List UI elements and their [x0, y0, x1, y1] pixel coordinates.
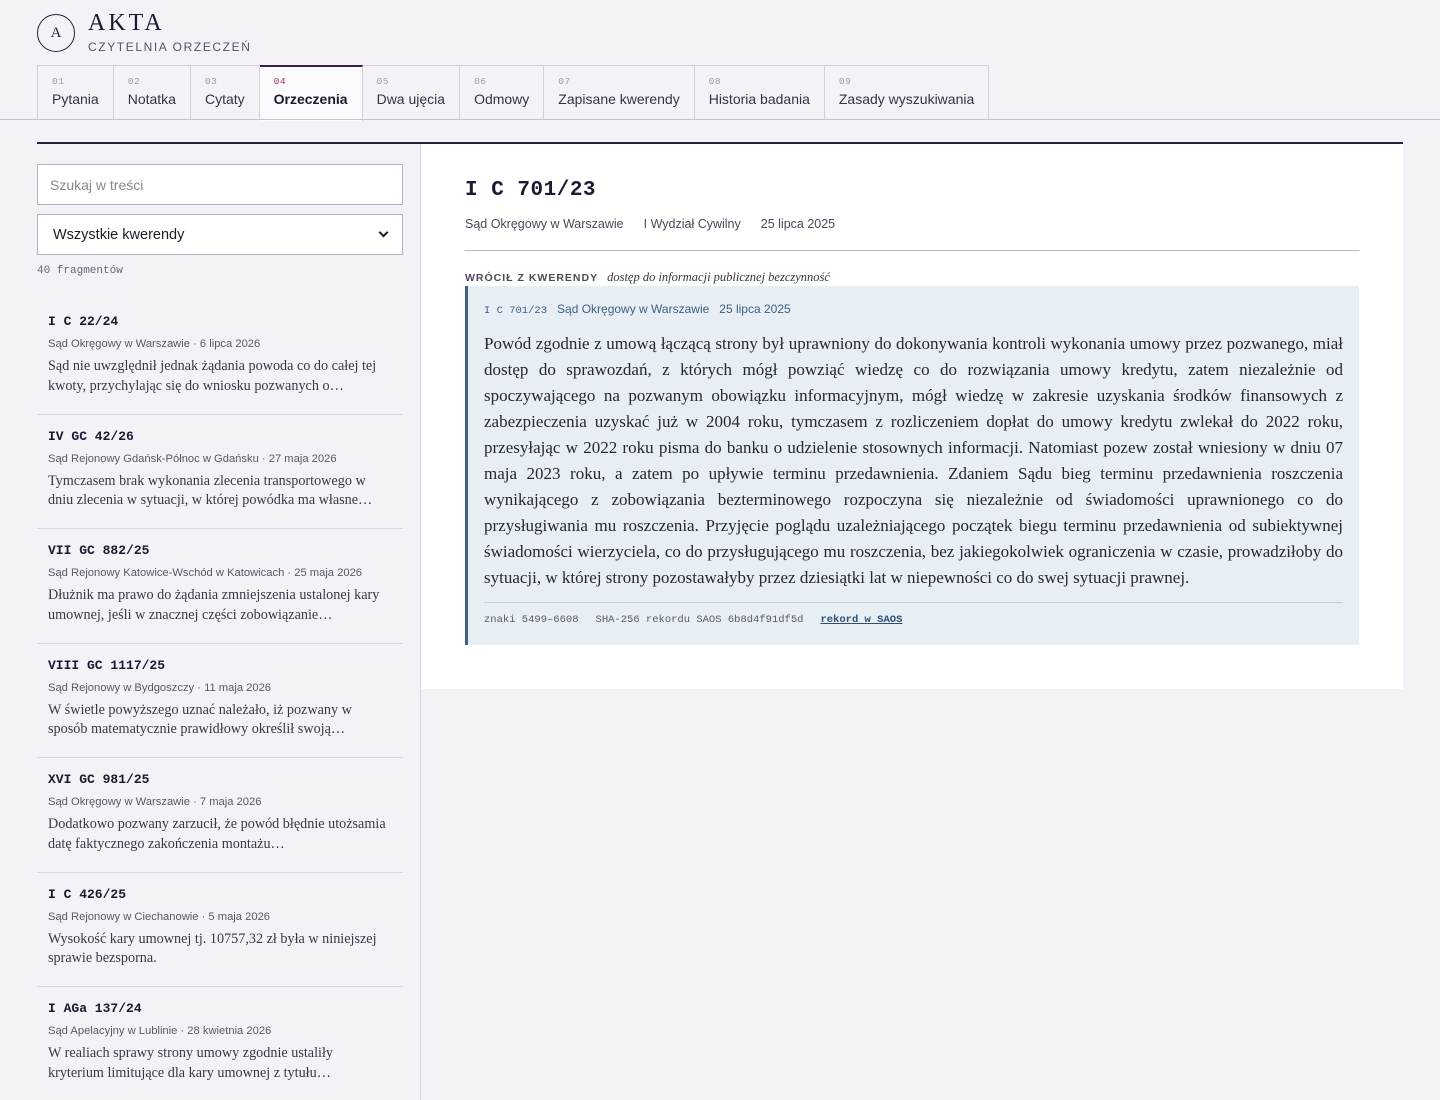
tab-label: Orzeczenia — [273, 91, 348, 107]
fragment-count: 40 fragmentów — [37, 265, 123, 277]
saos-record-link[interactable]: rekord w SAOS — [820, 614, 903, 626]
tab-pytania[interactable] — [37, 65, 114, 120]
judgment-detail — [421, 144, 1403, 689]
tab-number: 05 — [376, 76, 389, 87]
fragment-footer — [484, 602, 1343, 626]
app-logo — [37, 14, 75, 52]
result-item[interactable] — [37, 529, 403, 644]
result-item[interactable] — [37, 987, 403, 1100]
app-title: AKTA — [88, 10, 165, 36]
chevron-down-icon — [379, 228, 389, 238]
tab-number: 07 — [558, 76, 571, 87]
tab-zapisane-kwerendy[interactable] — [544, 65, 694, 120]
tab-number: 08 — [708, 76, 722, 87]
header-divider — [0, 119, 1440, 120]
result-meta: Sąd Rejonowy w Ciechanowie · 5 maja 2026 — [48, 910, 271, 923]
result-signature: VII GC 882/25 — [48, 543, 150, 558]
result-item[interactable] — [37, 873, 403, 988]
judgment-signature: I C 701/23 — [465, 179, 597, 202]
result-signature: I C 426/25 — [48, 886, 127, 902]
query-filter-value: Wszystkie kwerendy — [53, 226, 185, 243]
result-excerpt: W realiach sprawy strony umowy zgodnie ustaliły kryterium limitujące dla kary umownej z tytułu… — [48, 1045, 333, 1081]
result-signature: I C 22/24 — [48, 314, 119, 329]
fragment-court: Sąd Okręgowy w Warszawie — [557, 302, 710, 316]
fragment-hash: SHA-256 rekordu SAOS 6b8d4f91df5d — [595, 614, 804, 626]
fragment-char-range: znaki 5499–6608 — [484, 614, 579, 626]
tab-label: Pytania — [52, 91, 99, 107]
tab-number: 06 — [474, 76, 487, 87]
brand-text — [88, 10, 252, 54]
tab-label: Zapisane kwerendy — [558, 91, 680, 107]
fragment-text: Powód zgodnie z umową łączącą strony był uprawniony do dokonywania kontroli wykonania umowy przez pozwanego, miał dostęp do sprawozdań, z których mógł powziąć wiedzę co do rozwiązania umowy kredytu, zatem niezależnie od spoczywającego na pozwanym obowiązku informacyjnym, mógł wiedzę w zakresie uzyskania środków finansowych z zabezpieczenia uzyskać już w 2004 roku, tymczasem z rozliczeniem dopłat do umowy kredytu zwlekał do 2022 roku, przesyłając w 2022 roku pisma do banku o udzielenie stosownych informacji. Natomiast pozew został wniesiony w dniu 07 maja 2023 roku, a zatem po upływie terminu przedawnienia. Zdaniem Sądu bieg terminu przedawnienia roszczenia wynikającego z zobowiązania bezterminowego rozpoczyna się niezależnie od świadomości uprawnionego co do przysługiwania mu roszczenia. Przyjęcie poglądu uzależniającego początek biegu terminu przedawnienia od subiektywnej świadomości wierzyciela, co do przysługującego mu roszczenia, bez jakiegokolwiek ograniczenia w czasie, prowadziłoby do sytuacji, w której strony pozostawałyby przez dziesiątki lat w niepewności co do swej sytuacji prawnej. — [484, 334, 1343, 587]
result-signature: I AGa 137/24 — [48, 1001, 142, 1016]
tab-notatka[interactable] — [114, 65, 191, 120]
result-excerpt: Dłużnik ma prawo do żądania zmniejszenia ustalonej kary umownej, jeśli w znacznej części zobowiązanie… — [48, 587, 380, 623]
fragment-date: 25 lipca 2025 — [719, 302, 791, 316]
tab-number: 03 — [204, 76, 218, 87]
tab-bar — [37, 65, 989, 120]
result-item[interactable] — [37, 415, 403, 530]
tab-number: 01 — [52, 76, 65, 87]
returned-label: WRÓCIŁ Z KWERENDY — [465, 272, 599, 284]
result-excerpt: W świetle powyższego uznać należało, iż pozwany w sposób matematycznie prawidłowy określił swoją… — [48, 701, 352, 737]
results-list — [37, 300, 403, 1100]
tab-label: Cytaty — [204, 91, 245, 107]
result-meta: Sąd Rejonowy Katowice-Wschód w Katowicach · 25 maja 2026 — [48, 567, 363, 579]
fragment-header — [484, 302, 1343, 317]
result-meta: Sąd Okręgowy w Warszawie · 7 maja 2026 — [48, 796, 262, 808]
result-meta: Sąd Okręgowy w Warszawie · 6 lipca 2026 — [48, 338, 261, 350]
tab-label: Odmowy — [474, 91, 530, 107]
result-meta: Sąd Rejonowy Gdańsk-Północ w Gdańsku · 27 maja 2026 — [48, 452, 337, 465]
tab-label: Zasady wyszukiwania — [838, 91, 975, 107]
quoted-fragment — [465, 286, 1359, 645]
result-item[interactable] — [37, 300, 403, 415]
result-excerpt: Wysokość kary umownej tj. 10757,32 zł była w niniejszej sprawie bezsporna. — [48, 930, 377, 966]
tab-number: 02 — [127, 76, 141, 87]
tab-zasady-wyszukiwania[interactable] — [825, 65, 989, 120]
returned-from-query — [465, 270, 830, 285]
result-item[interactable] — [37, 644, 403, 759]
results-sidebar — [37, 144, 421, 1100]
tab-label: Dwa ujęcia — [376, 91, 446, 107]
app-subtitle: CZYTELNIA ORZECZEŃ — [88, 40, 252, 54]
search-input[interactable] — [37, 164, 403, 205]
result-meta: Sąd Apelacyjny w Lublinie · 28 kwietnia 2026 — [48, 1025, 272, 1037]
tab-number: 04 — [273, 76, 287, 87]
judgment-date: 25 lipca 2025 — [760, 217, 836, 231]
detail-divider — [465, 250, 1359, 251]
result-excerpt: Tymczasem brak wykonania zlecenia transportowego w dniu zlecenia w sytuacji, w której powódka ma własne… — [48, 472, 373, 508]
fragment-signature: I C 701/23 — [484, 305, 548, 317]
result-signature: IV GC 42/26 — [48, 428, 134, 444]
judgment-meta — [465, 217, 835, 231]
tab-historia-badania[interactable] — [695, 65, 825, 120]
logo-letter: A — [50, 24, 62, 41]
tab-number: 09 — [838, 76, 852, 87]
returned-query: dostęp do informacji publicznej bezczynność — [607, 270, 830, 284]
tab-dwa-ujecia[interactable] — [363, 65, 460, 120]
result-excerpt: Dodatkowo pozwany zarzucił, że powód błędnie utożsamia datę faktycznego zakończenia montażu… — [48, 816, 386, 852]
query-filter-select[interactable] — [37, 214, 403, 255]
brand — [37, 10, 252, 54]
tab-cytaty[interactable] — [191, 65, 260, 120]
result-signature: XVI GC 981/25 — [48, 772, 150, 787]
result-excerpt: Sąd nie uwzględnił jednak żądania powoda co do całej tej kwoty, przychylając się do wniosku pozwanych o… — [48, 358, 377, 394]
result-item[interactable] — [37, 758, 403, 873]
tab-label: Historia badania — [708, 91, 810, 107]
tab-odmowy[interactable] — [460, 65, 544, 120]
result-signature: VIII GC 1117/25 — [48, 657, 166, 673]
result-meta: Sąd Rejonowy w Bydgoszczy · 11 maja 2026 — [48, 681, 272, 694]
tab-label: Notatka — [127, 91, 176, 107]
tab-orzeczenia[interactable] — [260, 65, 363, 121]
judgment-division: I Wydział Cywilny — [643, 217, 741, 231]
judgment-court: Sąd Okręgowy w Warszawie — [465, 217, 624, 231]
